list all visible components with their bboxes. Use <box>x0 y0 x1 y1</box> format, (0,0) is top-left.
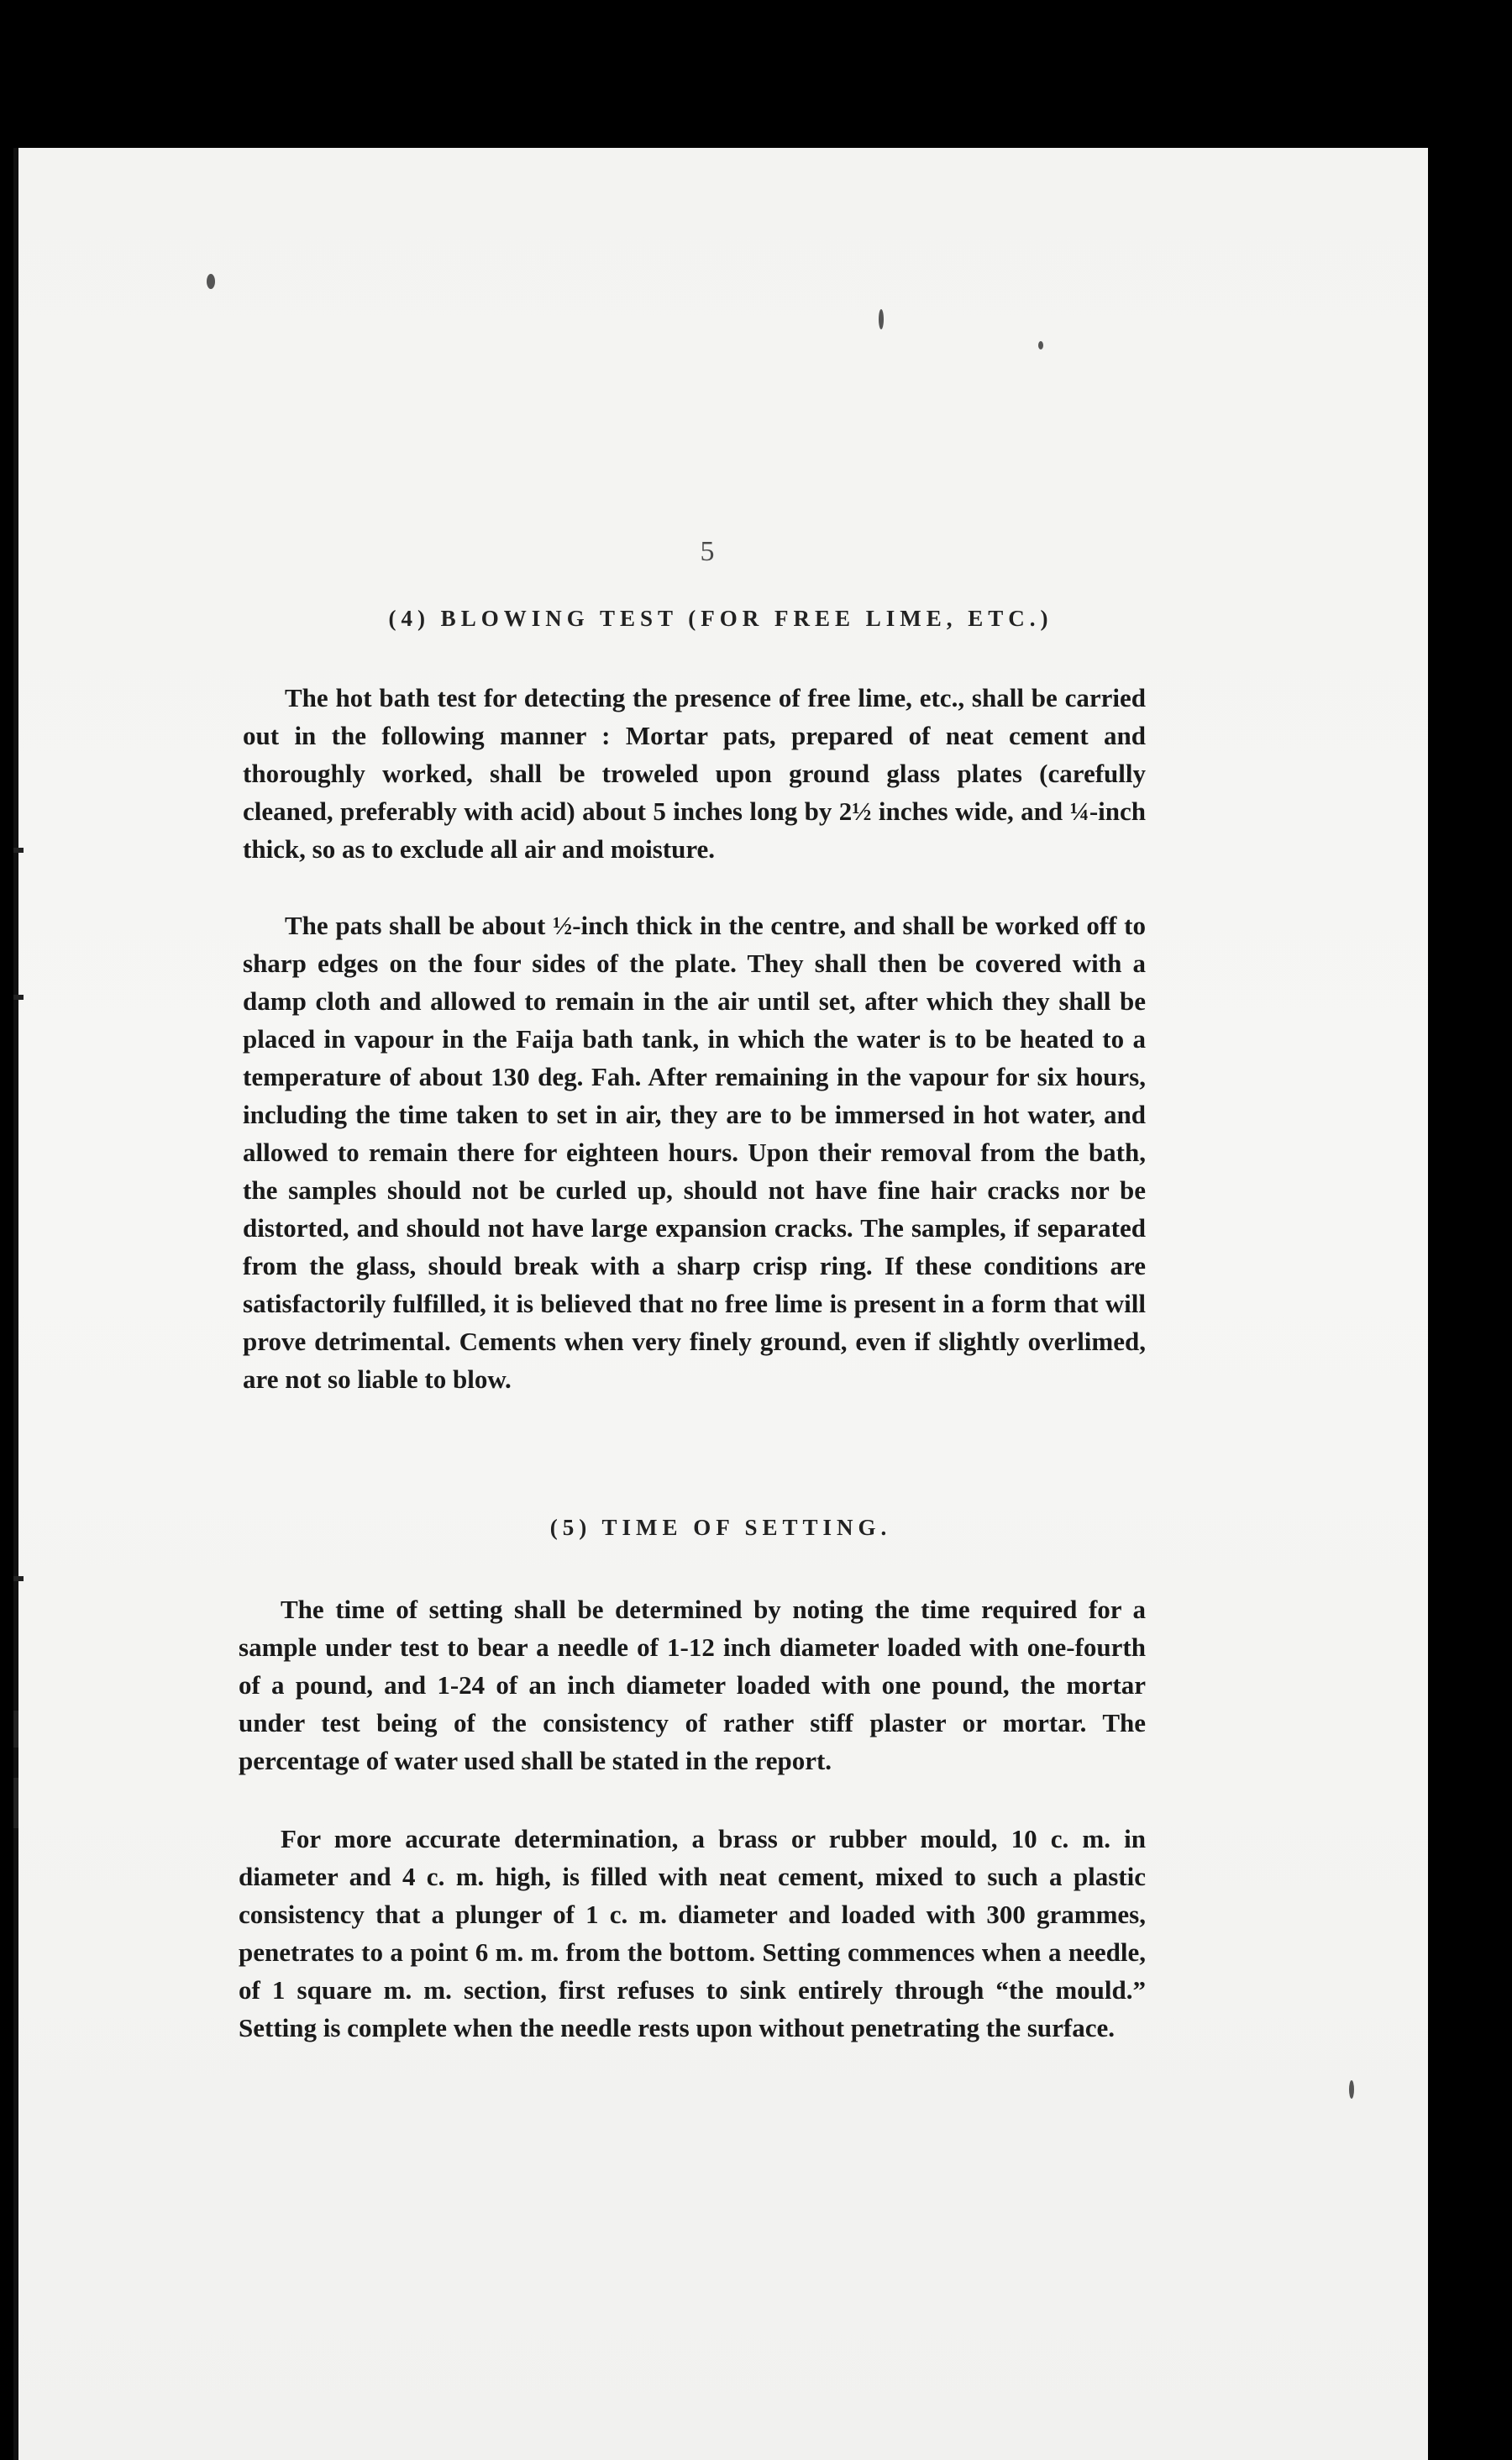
margin-mark <box>13 848 24 853</box>
page-edge <box>13 148 18 2460</box>
paragraph: For more accurate determination, a brass or rubber mould, 10 c. m. in diameter and 4 c. m. high, is filled with neat cement, mixed to such a plastic consistency that a plunger of 1 c. m. diameter and loaded with 300 grammes, penetrates to a point 6 m. m. from the bottom. Setting commences when a needle, of 1 square m. m. section, first refuses to sink entirely through “the mould.” Setting is complete when the needle rests upon without penetrating the surface. <box>239 1824 1146 2042</box>
page-number: 5 <box>700 536 715 567</box>
margin-mark <box>13 1576 24 1581</box>
paragraph: The time of setting shall be determined by noting the time required for a sample under test to bear a needle of 1-12 inch diameter loaded with one-fourth of a pound, and 1-24 of an inch diameter loaded with one pound, the mortar under test being of the consistency of rather stiff plaster or mortar. The percentage of water used shall be stated in the report. <box>239 1595 1146 1775</box>
scan-speck <box>207 274 215 289</box>
scan-speck <box>1038 341 1043 350</box>
margin-mark <box>13 995 24 1000</box>
document-page <box>13 148 1428 2460</box>
section-heading-blowing-test: (4) BLOWING TEST (FOR FREE LIME, ETC.) <box>388 606 1053 631</box>
scan-speck <box>1349 2080 1354 2099</box>
scan-speck <box>879 309 884 329</box>
paragraph: The pats shall be about ½-inch thick in the centre, and shall be worked off to sharp edges on the four sides of the plate. They shall then be covered with a damp cloth and allowed to remain in the air until set, after which they shall be placed in vapour in the Faija bath tank, in which the water is to be heated to a temperature of about 130 deg. Fah. After remaining in the vapour for six hours, including the time taken to set in air, they are to be immersed in hot water, and allowed to remain there for eighteen hours. Upon their removal from the bath, the samples should not be curled up, should not have fine hair cracks nor be distorted, and should not have large expansion cracks. The samples, if separated from the glass, should break with a sharp crisp ring. If these conditions are satisfactorily fulfilled, it is believed that no free lime is present in a form that will prove detrimental. Cements when very finely ground, even if slightly overlimed, are not so liable to blow. <box>243 911 1146 1394</box>
paragraph: The hot bath test for detecting the presence of free lime, etc., shall be carried out in the following manner : Mortar pats, prepared of neat cement and thoroughly worked, shall be troweled upon ground glass plates (carefully cleaned, preferably with acid) about 5 inches long by 2½ inches wide, and ¼-inch thick, so as to exclude all air and moisture. <box>243 683 1146 864</box>
scan-border <box>1428 0 1512 2460</box>
section-heading-time-of-setting: (5) TIME OF SETTING. <box>549 1515 892 1540</box>
margin-mark <box>13 1778 18 1828</box>
margin-mark <box>13 1711 18 1748</box>
